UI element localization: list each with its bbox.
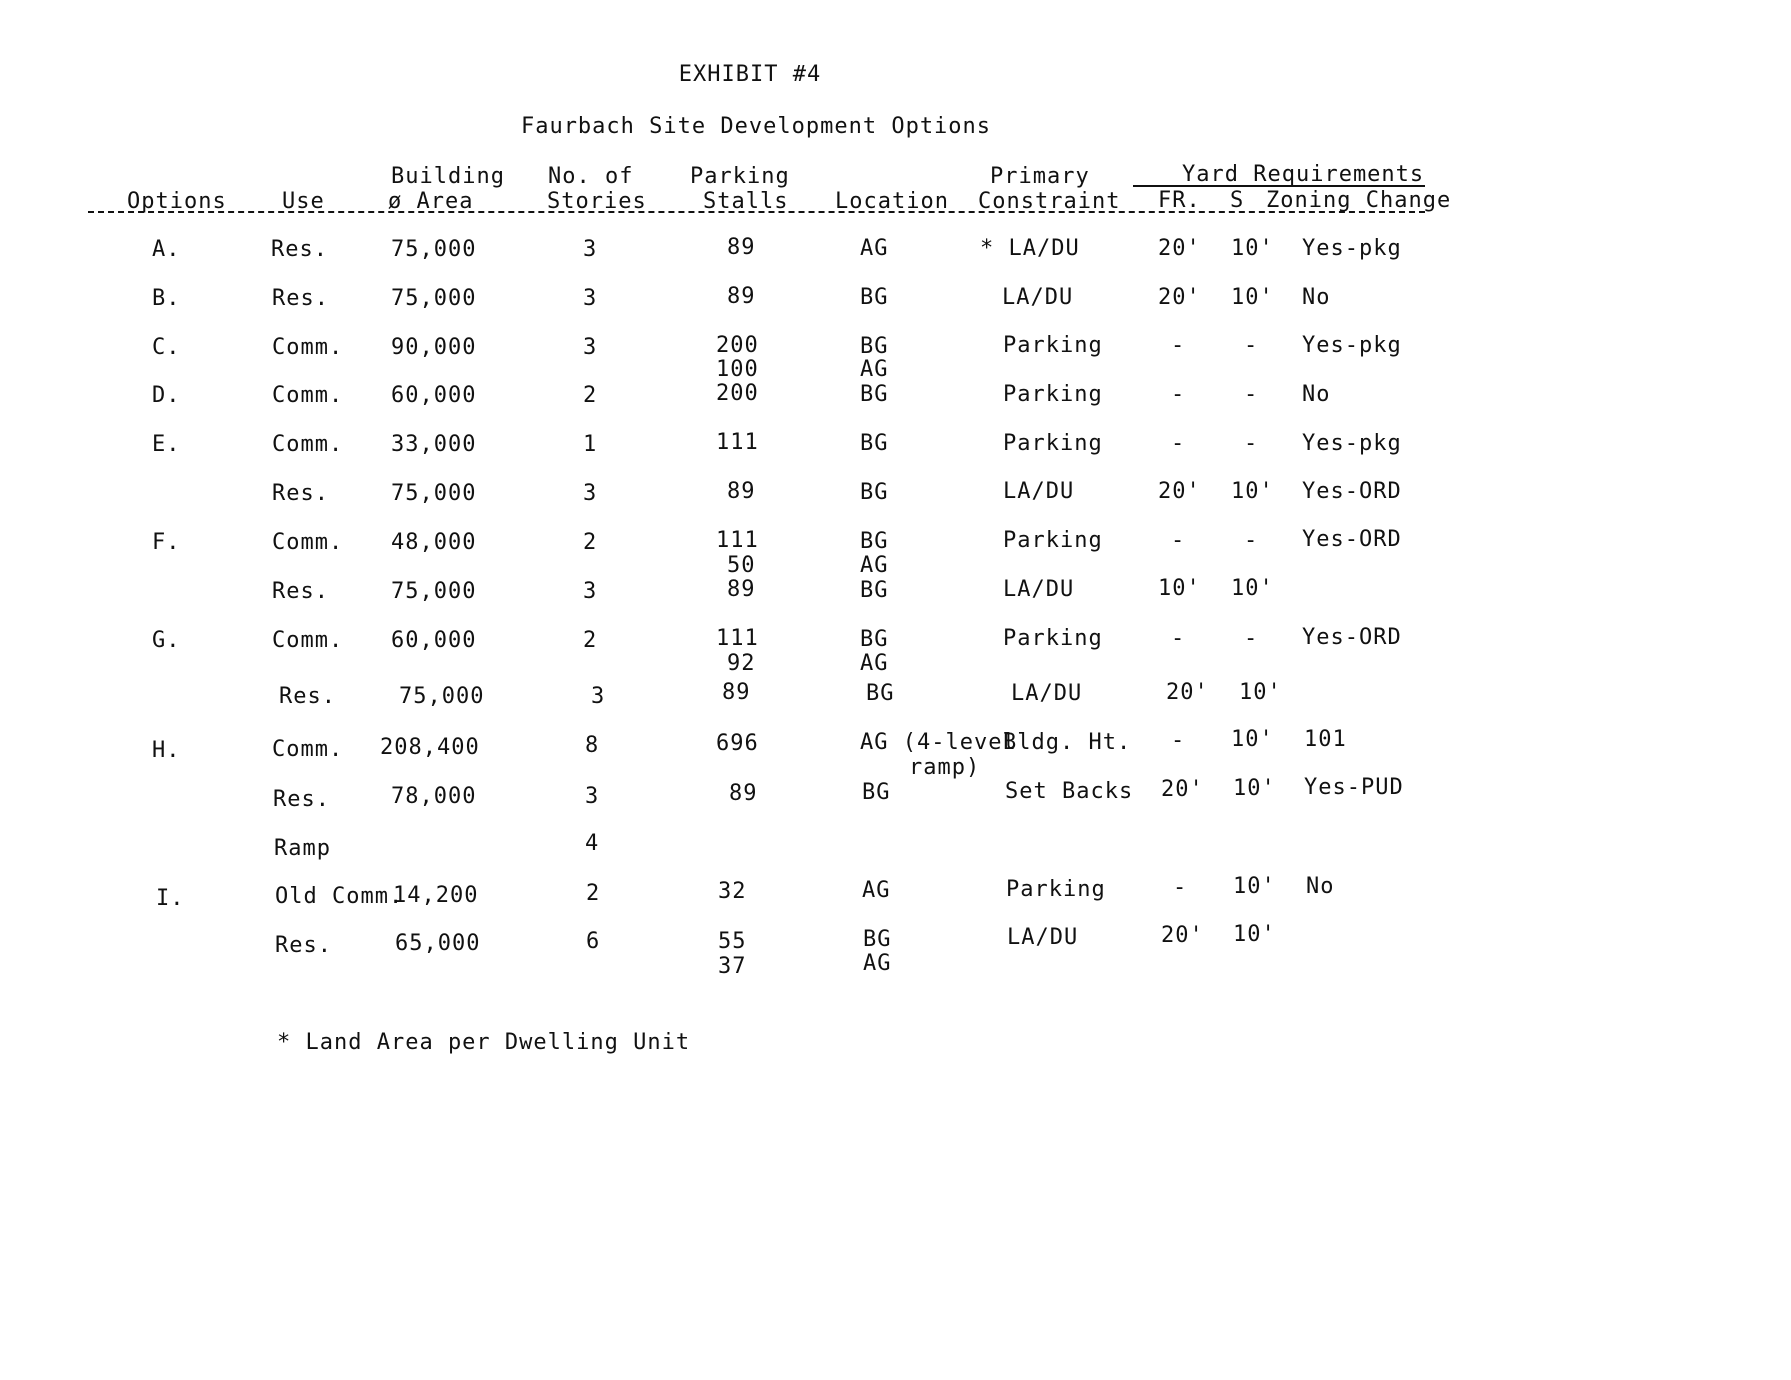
row-e2-zoning: Yes-ORD: [1302, 479, 1402, 504]
row-b-s: 10': [1231, 285, 1274, 310]
header-area-label: Area: [416, 189, 474, 214]
row-e2-area: 75,000: [391, 481, 477, 506]
row-a-option: A.: [152, 237, 181, 262]
row-g-zoning: Yes-ORD: [1302, 625, 1402, 650]
row-g-location-2: AG: [860, 651, 889, 676]
row-b-zoning: No: [1302, 285, 1331, 310]
row-e2-constraint: LA/DU: [1003, 479, 1075, 504]
row-e2-stalls: 89: [727, 479, 756, 504]
row-f-area: 48,000: [391, 530, 477, 555]
row-f2-fr: 10': [1158, 576, 1201, 601]
row-h2-stalls: 89: [729, 781, 758, 806]
row-d-stalls: 200: [716, 381, 759, 406]
row-f-option: F.: [152, 530, 181, 555]
row-f2-use: Res.: [272, 579, 329, 604]
row-h-constraint: Bldg. Ht.: [1003, 730, 1132, 755]
row-d-s: -: [1244, 382, 1259, 407]
row-f2-stalls: 89: [727, 577, 756, 602]
row-h2-zoning: Yes-PUD: [1304, 775, 1404, 800]
row-a-use: Res.: [271, 237, 328, 262]
row-a-constraint: * LA/DU: [980, 236, 1080, 261]
row-e-option: E.: [152, 432, 181, 457]
row-i2-s: 10': [1233, 922, 1276, 947]
row-d-constraint: Parking: [1003, 382, 1103, 407]
header-zoning: Zoning Change: [1266, 188, 1452, 213]
row-g2-constraint: LA/DU: [1011, 681, 1083, 706]
row-e-s: -: [1244, 431, 1259, 456]
row-g2-area: 75,000: [399, 684, 485, 709]
row-g2-s: 10': [1239, 680, 1282, 705]
row-c-use: Comm.: [272, 335, 344, 360]
row-h-area: 208,400: [380, 735, 480, 760]
header-building: Building: [391, 164, 505, 189]
row-d-location: BG: [860, 382, 889, 407]
row-b-fr: 20': [1158, 285, 1201, 310]
row-a-s: 10': [1231, 236, 1274, 261]
row-i2-stories: 6: [586, 929, 601, 954]
row-g-use: Comm.: [272, 628, 344, 653]
row-b-constraint: LA/DU: [1002, 285, 1074, 310]
row-f-location: BG: [860, 529, 889, 554]
row-g-stalls-2: 92: [727, 651, 756, 676]
row-i-option: I.: [156, 886, 185, 911]
row-i2-stalls: 55: [718, 929, 747, 954]
row-e-location: BG: [860, 431, 889, 456]
row-c-stalls: 200: [716, 333, 759, 358]
row-h2-stories: 3: [585, 784, 600, 809]
row-c-stories: 3: [583, 335, 598, 360]
row-f2-stories: 3: [583, 579, 598, 604]
header-stories-l1: No. of: [548, 164, 634, 189]
row-f-stalls-2: 50: [727, 553, 756, 578]
row-a-stalls: 89: [727, 235, 756, 260]
row-h2-area: 78,000: [391, 784, 477, 809]
row-c-fr: -: [1171, 333, 1186, 358]
row-f-stories: 2: [583, 530, 598, 555]
row-c-stalls-2: 100: [716, 357, 759, 382]
row-a-location: AG: [860, 236, 889, 261]
row-i-s: 10': [1233, 874, 1276, 899]
row-e2-fr: 20': [1158, 479, 1201, 504]
row-i2-location: BG: [863, 927, 892, 952]
row-g-fr: -: [1171, 626, 1186, 651]
header-yard: Yard Requirements: [1182, 162, 1425, 187]
row-f-stalls: 111: [716, 528, 759, 553]
row-h2-use: Res.: [273, 787, 330, 812]
row-f-location-2: AG: [860, 553, 889, 578]
row-i2-constraint: LA/DU: [1007, 925, 1079, 950]
row-h-use: Comm.: [272, 737, 344, 762]
row-c-option: C.: [152, 335, 181, 360]
row-g2-stories: 3: [591, 684, 606, 709]
row-h2-location: BG: [862, 780, 891, 805]
row-i-zoning: No: [1306, 874, 1335, 899]
row-h2-s: 10': [1233, 776, 1276, 801]
header-use: Use: [282, 189, 325, 214]
row-h-s: 10': [1231, 727, 1274, 752]
row-b-option: B.: [152, 286, 181, 311]
row-d-fr: -: [1171, 382, 1186, 407]
header-parking-l1: Parking: [690, 164, 790, 189]
row-h-fr: -: [1171, 728, 1186, 753]
row-g-option: G.: [152, 628, 181, 653]
row-i-stalls: 32: [718, 879, 747, 904]
row-f2-area: 75,000: [391, 579, 477, 604]
row-f2-constraint: LA/DU: [1003, 577, 1075, 602]
row-h3-stories: 4: [585, 831, 600, 856]
row-i2-area: 65,000: [395, 931, 481, 956]
row-e-constraint: Parking: [1003, 431, 1103, 456]
header-options: Options: [127, 189, 227, 214]
row-e-stalls: 111: [716, 430, 759, 455]
row-a-stories: 3: [583, 237, 598, 262]
header-s: S: [1230, 188, 1245, 213]
row-d-option: D.: [152, 383, 181, 408]
row-c-location-2: AG: [860, 357, 889, 382]
row-b-area: 75,000: [391, 286, 477, 311]
header-stories-l2: Stories: [547, 189, 647, 214]
row-b-stories: 3: [583, 286, 598, 311]
row-b-stalls: 89: [727, 284, 756, 309]
header-parking-l2: Stalls: [703, 189, 789, 214]
row-c-s: -: [1244, 333, 1259, 358]
row-i-location: AG: [862, 878, 891, 903]
row-f-use: Comm.: [272, 530, 344, 555]
row-i2-fr: 20': [1161, 923, 1204, 948]
row-g2-fr: 20': [1166, 680, 1209, 705]
row-h-stalls: 696: [716, 731, 759, 756]
row-b-location: BG: [860, 285, 889, 310]
row-g2-use: Res.: [279, 684, 336, 709]
row-f-fr: -: [1171, 528, 1186, 553]
row-d-zoning: No: [1302, 382, 1331, 407]
row-e-zoning: Yes-pkg: [1302, 431, 1402, 456]
row-e2-s: 10': [1231, 479, 1274, 504]
footnote: * Land Area per Dwelling Unit: [277, 1030, 691, 1055]
row-e-use: Comm.: [272, 432, 344, 457]
header-constraint-l2: Constraint: [978, 189, 1121, 214]
row-a-fr: 20': [1158, 236, 1201, 261]
yard-rule: [1133, 185, 1425, 187]
row-c-zoning: Yes-pkg: [1302, 333, 1402, 358]
header-rule: [88, 211, 1425, 213]
row-d-stories: 2: [583, 383, 598, 408]
row-d-use: Comm.: [272, 383, 344, 408]
row-e2-location: BG: [860, 480, 889, 505]
row-i-constraint: Parking: [1006, 877, 1106, 902]
row-g-area: 60,000: [391, 628, 477, 653]
row-g2-stalls: 89: [722, 680, 751, 705]
row-a-area: 75,000: [391, 237, 477, 262]
row-g-constraint: Parking: [1003, 626, 1103, 651]
row-g2-location: BG: [866, 681, 895, 706]
row-c-location: BG: [860, 334, 889, 359]
row-h-location: AG (4-level: [860, 730, 1017, 755]
row-a-zoning: Yes-pkg: [1302, 236, 1402, 261]
row-h3-use: Ramp: [274, 836, 331, 861]
row-i-fr: -: [1173, 875, 1188, 900]
row-g-stalls: 111: [716, 626, 759, 651]
row-g-s: -: [1244, 626, 1259, 651]
row-i2-use: Res.: [275, 933, 332, 958]
header-fr: FR.: [1158, 188, 1201, 213]
row-e-area: 33,000: [391, 432, 477, 457]
phi-symbol: ø: [388, 189, 403, 214]
row-i2-stalls-2: 37: [718, 954, 747, 979]
row-e2-stories: 3: [583, 481, 598, 506]
row-e-fr: -: [1171, 431, 1186, 456]
exhibit-title: EXHIBIT #4: [678, 62, 822, 87]
row-e2-use: Res.: [272, 481, 329, 506]
row-i-area: 14,200: [393, 883, 479, 908]
row-h-option: H.: [152, 738, 181, 763]
row-f-constraint: Parking: [1003, 528, 1103, 553]
row-h-zoning: 101: [1304, 727, 1347, 752]
row-c-area: 90,000: [391, 335, 477, 360]
row-i2-location-2: AG: [863, 951, 892, 976]
row-i-use: Old Comm.: [275, 884, 404, 909]
row-e-stories: 1: [583, 432, 598, 457]
header-location: Location: [835, 189, 949, 214]
page-subtitle: Faurbach Site Development Options: [520, 114, 992, 139]
row-f-s: -: [1244, 528, 1259, 553]
row-b-use: Res.: [272, 286, 329, 311]
row-i-stories: 2: [586, 881, 601, 906]
row-d-area: 60,000: [391, 383, 477, 408]
row-f2-s: 10': [1231, 576, 1274, 601]
row-h-location-2: ramp): [909, 755, 981, 780]
row-c-constraint: Parking: [1003, 333, 1103, 358]
row-g-location: BG: [860, 627, 889, 652]
row-g-stories: 2: [583, 628, 598, 653]
row-f2-location: BG: [860, 578, 889, 603]
row-h2-constraint: Set Backs: [1005, 779, 1134, 804]
row-h2-fr: 20': [1161, 777, 1204, 802]
header-constraint-l1: Primary: [990, 164, 1090, 189]
row-f-zoning: Yes-ORD: [1302, 527, 1402, 552]
row-h-stories: 8: [585, 733, 600, 758]
